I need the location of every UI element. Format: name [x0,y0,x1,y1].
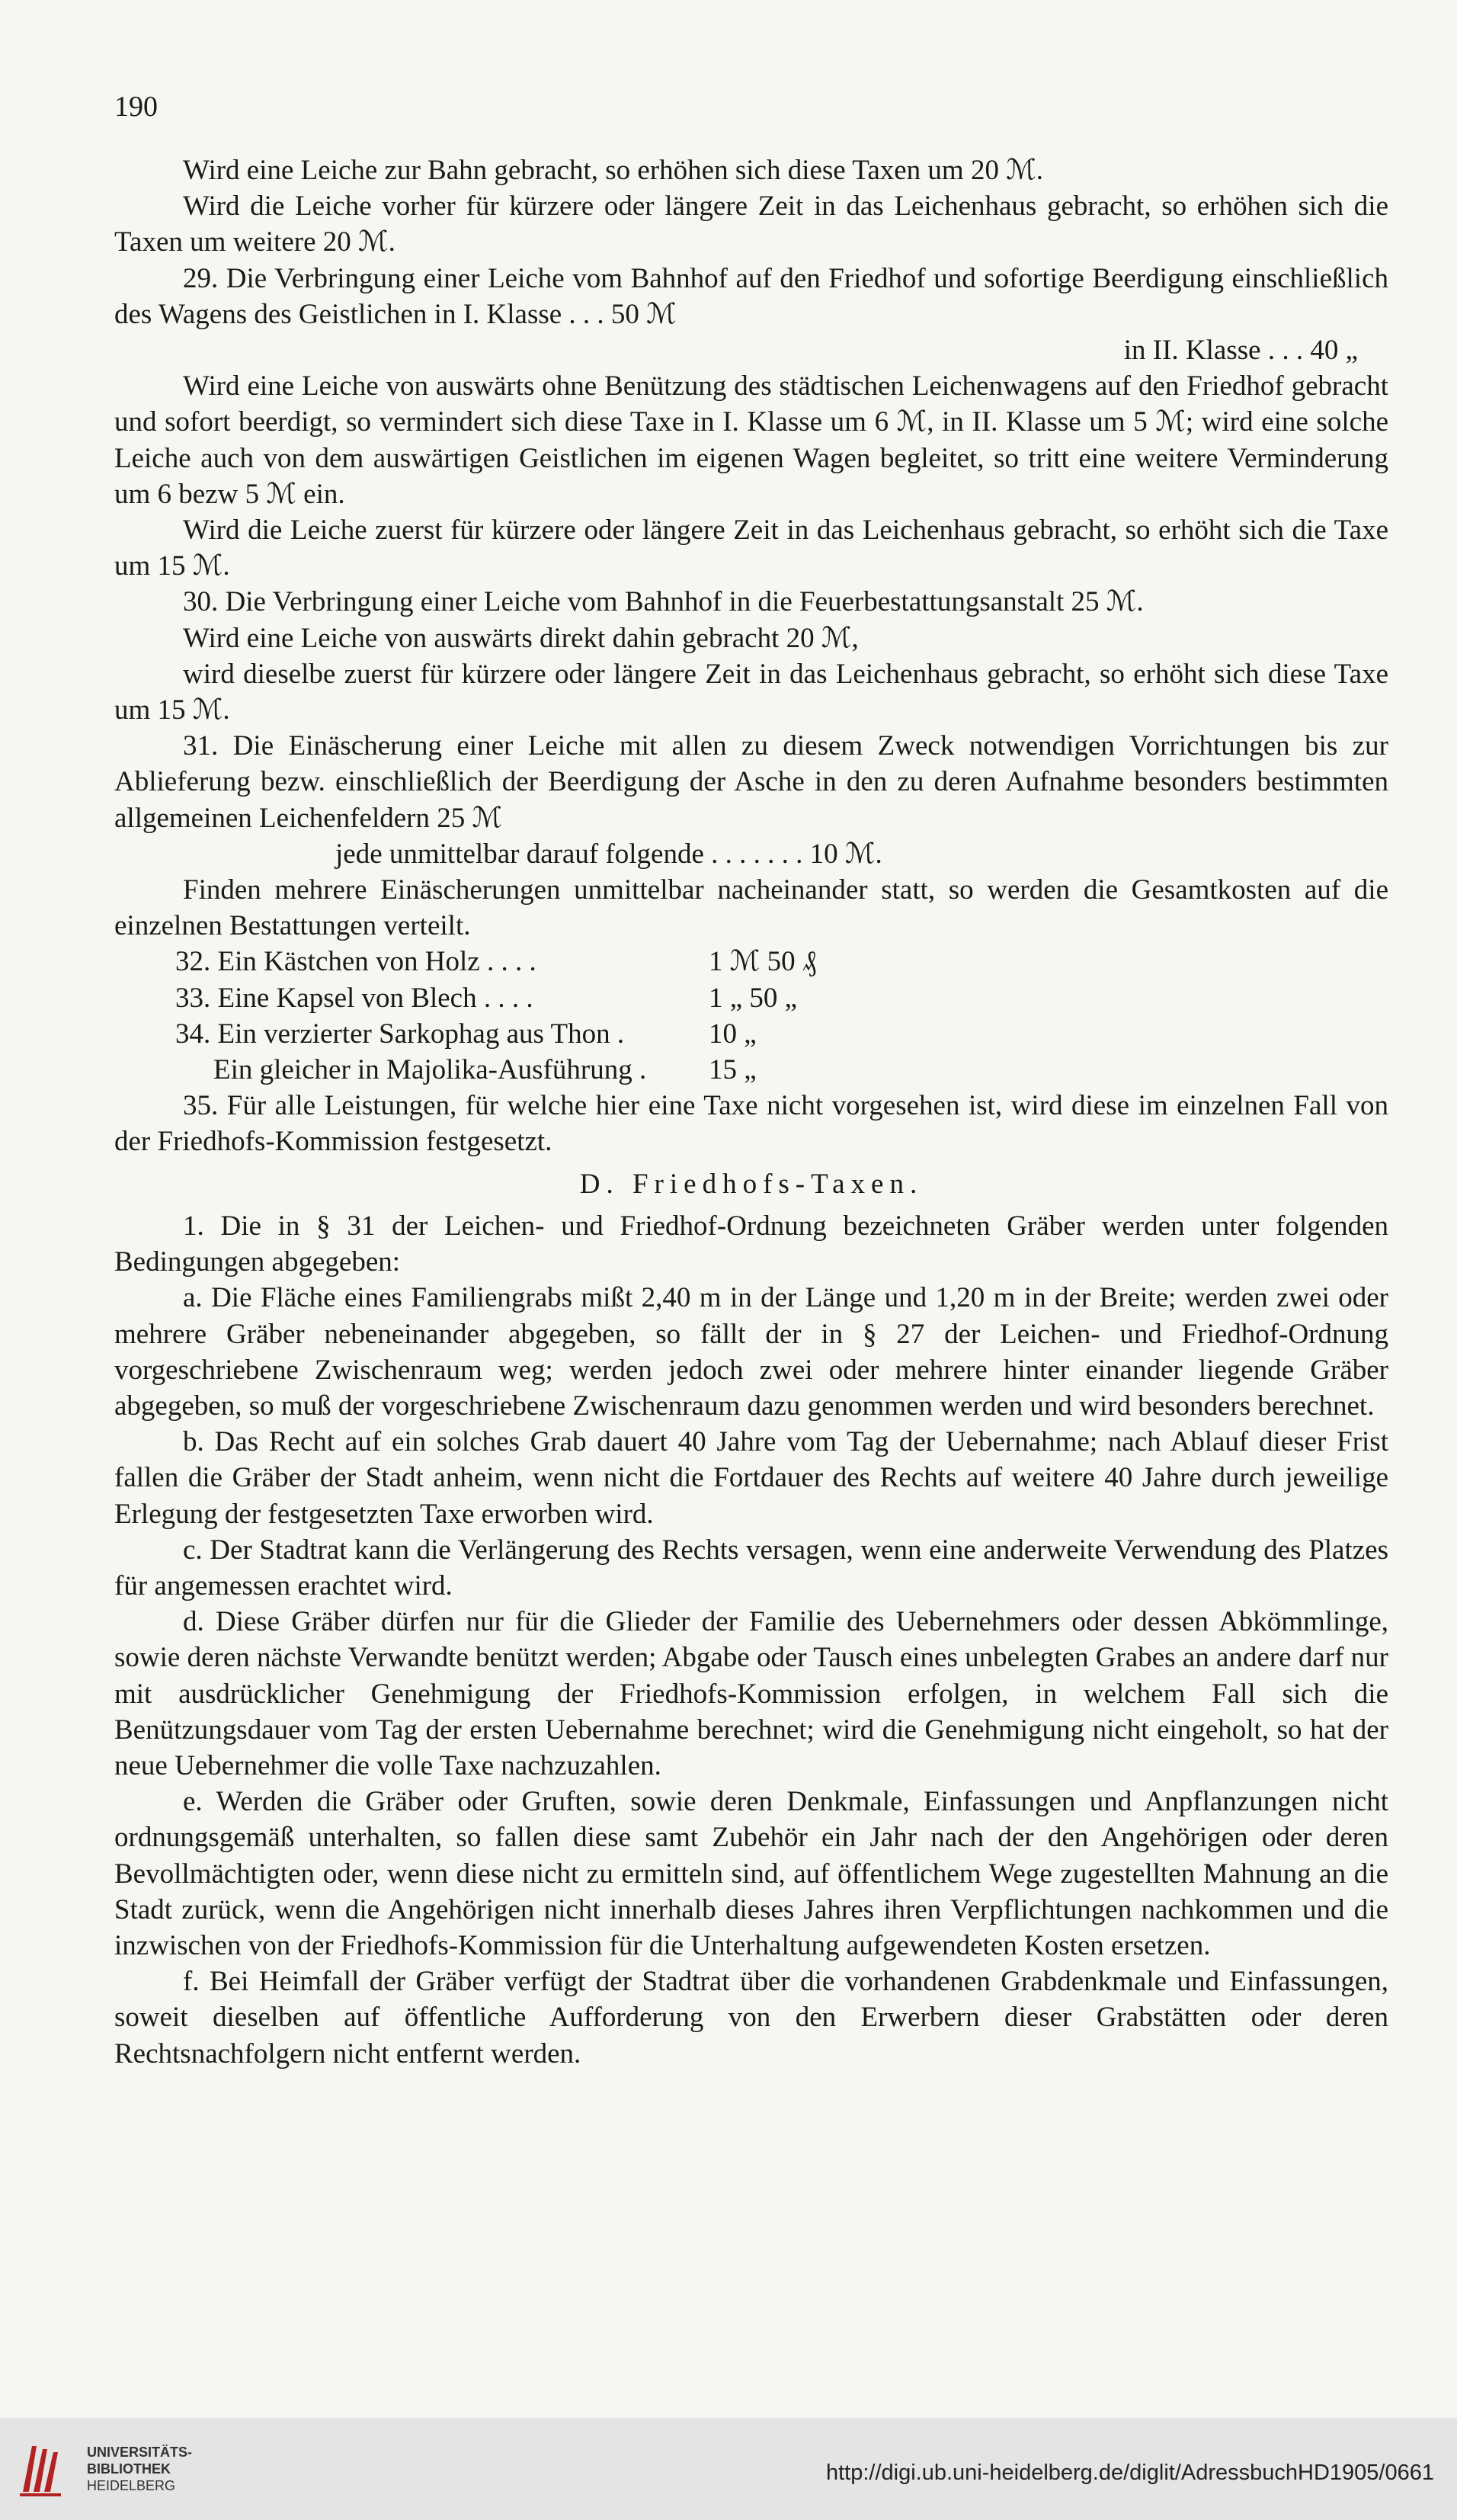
source-url-link[interactable]: http://digi.ub.uni-heidelberg.de/diglit/AdressbuchHD1905/0661 [825,2461,1434,2485]
section-d-item-f: f. Bei Heimfall der Gräber verfügt der Stadtrat über die vorhandenen Grabdenkmale und Einfassungen, soweit dieselben auf öffentliche Aufforderung von den Erwerbern dieser Grabstätten oder deren Rechtsnachfolgern nicht entfernt werden. [114,1966,1388,2070]
library-logo[interactable] [15,2438,192,2499]
paragraph-bahn: Wird eine Leiche zur Bahn gebracht, so erhöhen sich diese Taxen um 20 ℳ. [183,155,1044,186]
paragraph-31-folgende: jede unmittelbar darauf folgende . . . . . . . 10 ℳ. [335,838,882,870]
paragraph-30: 30. Die Verbringung einer Leiche vom Bahnhof in die Feuerbestattungsanstalt 25 ℳ. [183,586,1144,618]
price-list [114,944,1388,1088]
paragraph-mehrere: Finden mehrere Einäscherungen unmittelbar nacheinander statt, so werden die Gesamtkosten auf die einzelnen Bestattungen verteilt. [114,874,1388,942]
paragraph-direkt: Wird eine Leiche von auswärts direkt dahin gebracht 20 ℳ, [183,622,859,654]
section-d-heading: D. Friedhofs-Taxen. [579,1168,924,1200]
price-label: 33. Eine Kapsel von Blech . . . . [175,982,533,1014]
library-name-line: UNIVERSITÄTS- [87,2445,193,2460]
page-body [114,152,1388,2072]
price-value: 10 „ [709,1018,757,1050]
paragraph-leichenhaus-15: Wird die Leiche zuerst für kürzere oder längere Zeit in das Leichenhaus gebracht, so erhöht sich die Taxe um 15 ℳ. [114,515,1388,582]
section-d-item-b: b. Das Recht auf ein solches Grab dauert 40 Jahre vom Tag der Uebernahme; nach Ablauf dieser Frist fallen die Gräber der Stadt anheim, wenn nicht die Fortdauer des Rechts auf weitere 40 Jahre durch jeweilige Erlegung der festgesetzten Taxe erworben wird. [114,1426,1388,1530]
price-value: 15 „ [709,1054,757,1086]
library-name-line: BIBLIOTHEK [87,2461,171,2477]
paragraph-35: 35. Für alle Leistungen, für welche hier eine Taxe nicht vorgesehen ist, wird diese im einzelnen Fall von der Friedhofs-Kommission festgesetzt. [114,1090,1388,1158]
library-name [87,2444,192,2494]
ub-heidelberg-logo-icon [15,2438,76,2499]
paragraph-auswaerts: Wird eine Leiche von auswärts ohne Benützung des städtischen Leichenwagens auf den Friedhof gebracht und sofort beerdigt, so vermindert sich diese Taxe in I. Klasse um 6 ℳ, in II. Klasse um 5 ℳ; wird eine solche Leiche auch von dem auswärtigen Geistlichen im eigenen Wagen begleitet, so tritt eine weitere Verminderung um 6 bezw 5 ℳ ein. [114,370,1388,510]
section-d-item-c: c. Der Stadtrat kann die Verlängerung des Rechts versagen, wenn eine anderweite Verwendung des Platzes für angemessen erachtet wird. [114,1534,1388,1601]
price-row [114,1016,1388,1052]
section-d-item-a: a. Die Fläche eines Familiengrabs mißt 2,40 m in der Länge und 1,20 m in der Breite; werden zwei oder mehrere Gräber nebeneinander abgegeben, so fällt der in § 27 der Leichen- und Friedhof-Ordnung vorgeschriebene Zwischenraum weg; werden jedoch zwei oder mehrere hinter einander liegende Gräber abgegeben, so muß der vorgeschriebene Zwischenraum dazu genommen werden und wird besonders berechnet. [114,1282,1388,1422]
section-d-item-e: e. Werden die Gräber oder Gruften, sowie deren Denkmale, Einfassungen und Anpflanzungen nicht ordnungsgemäß unterhalten, so fallen diese samt Zubehör ein Jahr nach der den Angehörigen oder deren Bevollmächtigten oder, wenn diese nicht zu ermitteln sind, auf öffentlichem Wege zugestellten Mahnung an die Stadt zurück, wenn die Angehörigen nicht innerhalb dieses Jahres ihren Verpflichtungen nachkommen und die inzwischen von der Friedhofs-Kommission für die Unterhaltung aufgewendeten Kosten ersetzen. [114,1786,1388,1961]
library-name-line: HEIDELBERG [87,2478,176,2493]
paragraph-29-klasse-2: in II. Klasse . . . 40 „ [1123,335,1358,367]
paragraph-31: 31. Die Einäscherung einer Leiche mit allen zu diesem Zweck notwendigen Vorrichtungen bis zur Ablieferung bezw. einschließlich der Beerdigung der Asche in den zu deren Aufnahme besonders bestimmten allgemeinen Leichenfeldern 25 ℳ [114,730,1388,834]
section-d-intro: 1. Die in § 31 der Leichen- und Friedhof-Ordnung bezeichneten Gräber werden unter folgenden Bedingungen abgegeben: [114,1210,1388,1278]
price-label: 32. Ein Kästchen von Holz . . . . [175,946,536,978]
price-row [114,980,1388,1016]
paragraph-29: 29. Die Verbringung einer Leiche vom Bahnhof auf den Friedhof und sofortige Beerdigung einschließlich des Wagens des Geistlichen in I. Klasse . . . 50 ℳ [114,262,1388,330]
paragraph-dieselbe: wird dieselbe zuerst für kürzere oder längere Zeit in das Leichenhaus gebracht, so erhöht sich diese Taxe um 15 ℳ. [114,658,1388,726]
price-row [114,1052,1388,1088]
price-value: 1 „ 50 „ [709,982,798,1014]
price-label: 34. Ein verzierter Sarkophag aus Thon . [175,1018,625,1050]
price-value: 1 ℳ 50 ₰ [709,946,817,978]
paragraph-leichenhaus: Wird die Leiche vorher für kürzere oder längere Zeit in das Leichenhaus gebracht, so erhöhen sich die Taxen um weitere 20 ℳ. [114,191,1388,258]
page-number: 190 [114,91,158,123]
footer-bar [0,2418,1457,2520]
price-row [114,944,1388,979]
price-label: Ein gleicher in Majolika-Ausführung . [213,1054,647,1086]
section-d-item-d: d. Diese Gräber dürfen nur für die Glieder der Familie des Uebernehmers oder dessen Abkömmlinge, sowie deren nächste Verwandte benützt werden; Abgabe oder Tausch eines unbelegten Grabes an andere darf nur mit ausdrücklicher Genehmigung der Friedhofs-Kommission erfolgen, in welchem Fall sich die Benützungsdauer vom Tag der ersten Uebernahme berechnet; wird die Genehmigung nicht eingeholt, so hat der neue Uebernehmer die volle Taxe nachzuzahlen. [114,1606,1388,1781]
